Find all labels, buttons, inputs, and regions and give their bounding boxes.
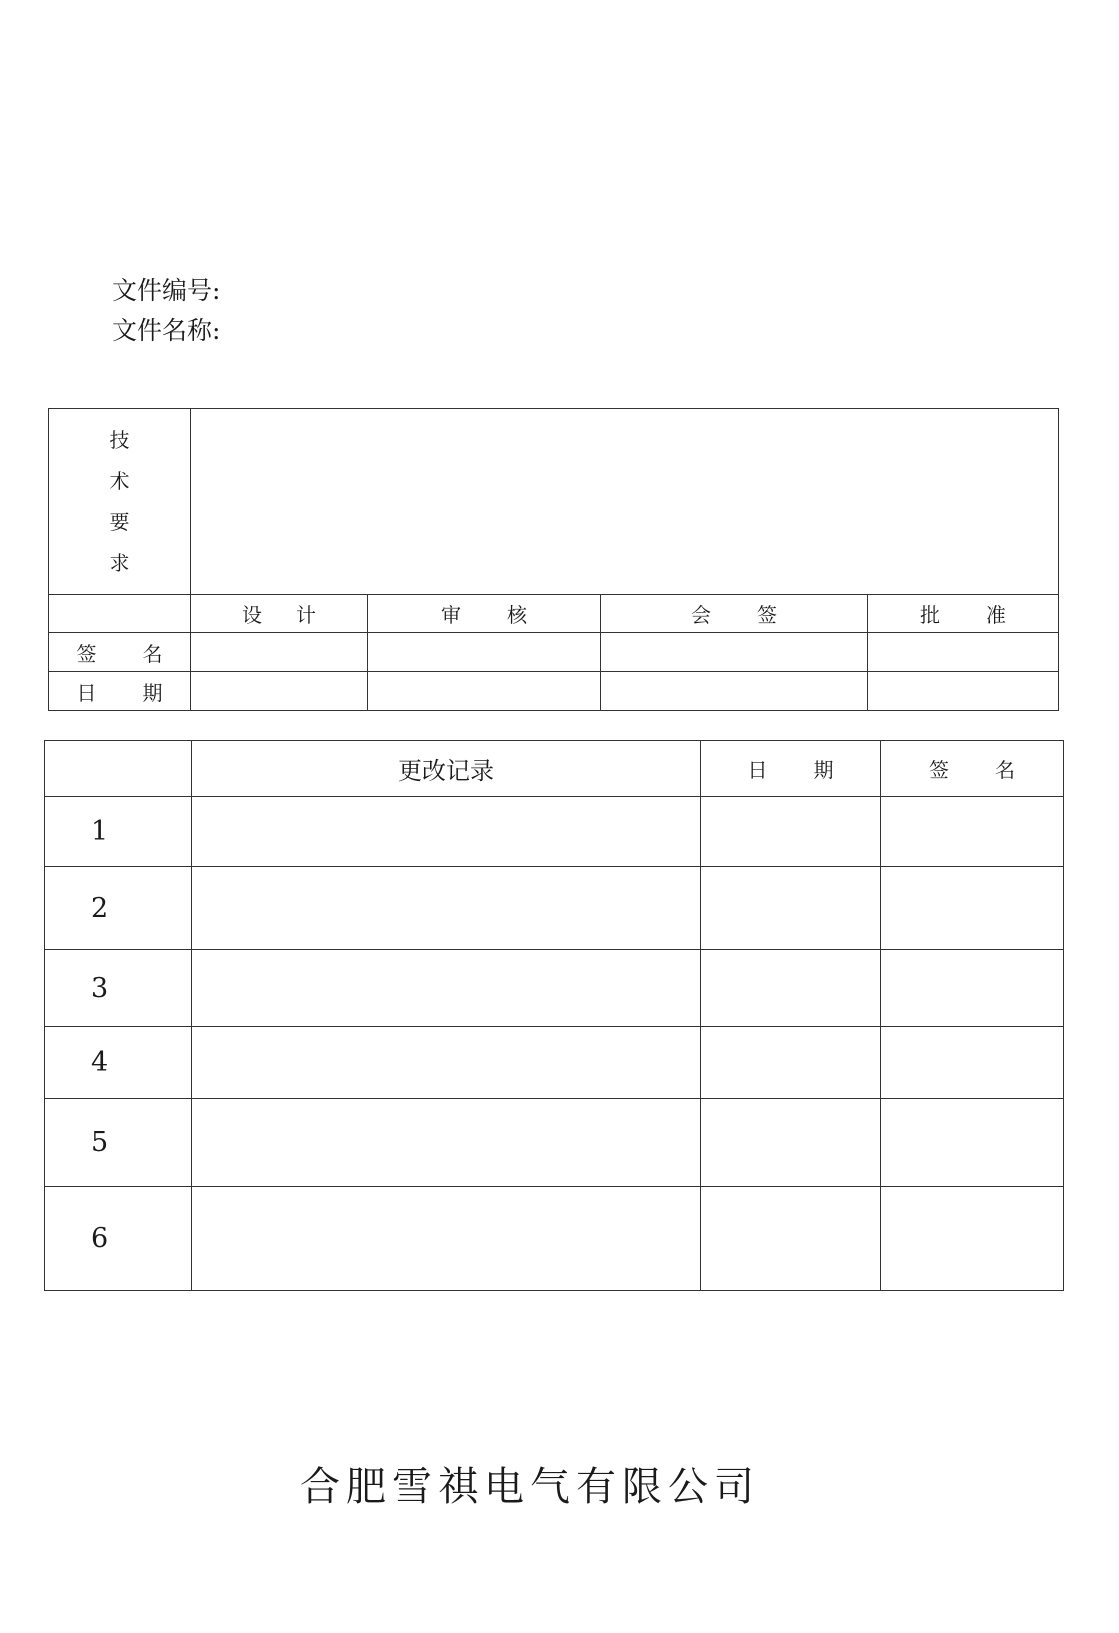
change-header-blank <box>45 741 192 797</box>
file-number-label: 文件编号: <box>112 276 221 305</box>
change-date-cell[interactable] <box>701 1098 881 1186</box>
change-date-cell[interactable] <box>701 1027 881 1098</box>
file-name-label: 文件名称: <box>112 316 221 345</box>
approval-header-blank <box>49 595 191 633</box>
approval-table <box>48 408 1059 711</box>
change-record-title: 更改记录 <box>192 741 701 797</box>
approve-date-cell[interactable] <box>868 672 1059 711</box>
change-date-cell[interactable] <box>701 867 881 950</box>
change-row-number: 1 <box>45 797 192 867</box>
design-date-cell[interactable] <box>191 672 368 711</box>
countersign-header: 会 签 <box>601 595 868 633</box>
change-date-header: 日 期 <box>701 741 881 797</box>
tech-req-char: 术 <box>109 468 130 493</box>
change-sign-cell[interactable] <box>881 867 1064 950</box>
countersign-signature-cell[interactable] <box>601 633 868 672</box>
tech-requirements-label <box>49 409 191 595</box>
change-row-number: 5 <box>45 1098 192 1186</box>
change-sign-cell[interactable] <box>881 950 1064 1027</box>
change-content-cell[interactable] <box>192 1186 701 1290</box>
change-content-cell[interactable] <box>192 1098 701 1186</box>
change-date-cell[interactable] <box>701 950 881 1027</box>
tech-req-char: 技 <box>109 427 130 452</box>
change-sign-cell[interactable] <box>881 797 1064 867</box>
company-name: 合肥雪祺电气有限公司 <box>300 1464 760 1510</box>
change-date-cell[interactable] <box>701 797 881 867</box>
change-content-cell[interactable] <box>192 950 701 1027</box>
design-signature-cell[interactable] <box>191 633 368 672</box>
signature-row-label: 签 名 <box>49 633 191 672</box>
change-record-table <box>44 740 1064 1291</box>
tech-req-char: 求 <box>109 550 130 575</box>
date-row-label: 日 期 <box>49 672 191 711</box>
change-date-cell[interactable] <box>701 1186 881 1290</box>
change-sign-cell[interactable] <box>881 1186 1064 1290</box>
review-header: 审 核 <box>368 595 601 633</box>
change-sign-cell[interactable] <box>881 1027 1064 1098</box>
approve-header: 批 准 <box>868 595 1059 633</box>
review-signature-cell[interactable] <box>368 633 601 672</box>
change-row-number: 4 <box>45 1027 192 1098</box>
tech-requirements-content[interactable] <box>191 409 1059 595</box>
approve-signature-cell[interactable] <box>868 633 1059 672</box>
change-row-number: 6 <box>45 1186 192 1290</box>
design-header: 设 计 <box>191 595 368 633</box>
tech-req-char: 要 <box>109 509 130 534</box>
change-row-number: 3 <box>45 950 192 1027</box>
change-content-cell[interactable] <box>192 867 701 950</box>
review-date-cell[interactable] <box>368 672 601 711</box>
countersign-date-cell[interactable] <box>601 672 868 711</box>
change-row-number: 2 <box>45 867 192 950</box>
change-sign-header: 签 名 <box>881 741 1064 797</box>
change-content-cell[interactable] <box>192 797 701 867</box>
change-sign-cell[interactable] <box>881 1098 1064 1186</box>
change-content-cell[interactable] <box>192 1027 701 1098</box>
